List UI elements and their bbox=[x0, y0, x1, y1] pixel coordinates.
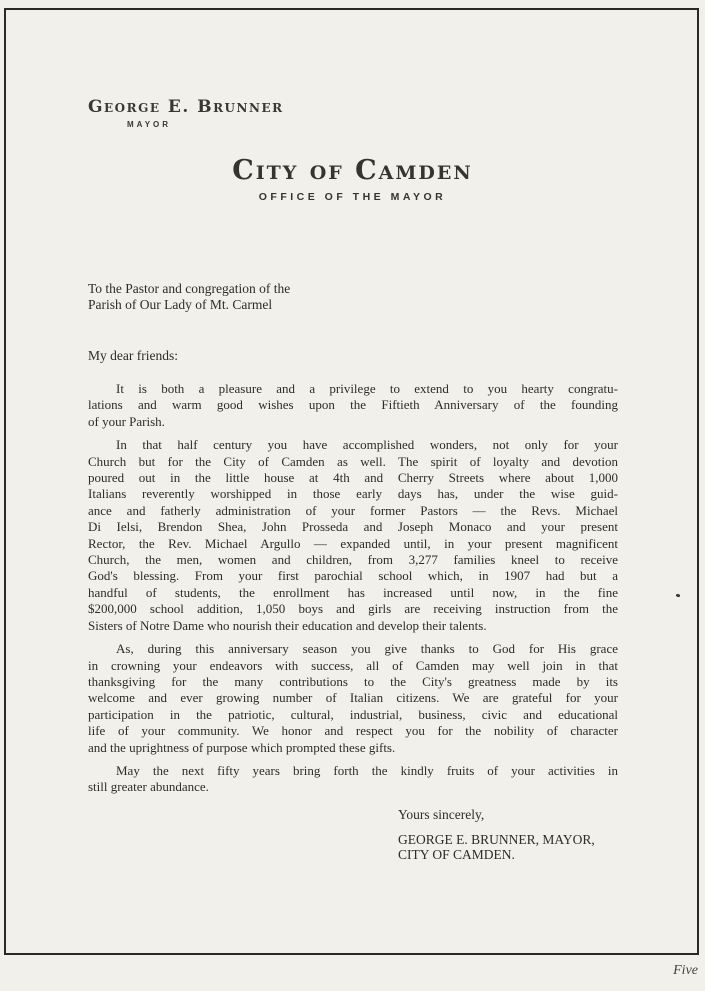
body-line: In that half century you have accomplished wonders, not only for your bbox=[116, 437, 618, 453]
paragraph bbox=[88, 763, 618, 796]
body-line: Church but for the City of Camden as well. The spirit of loyalty and devotion bbox=[88, 453, 618, 469]
body-line: $200,000 school addition, 1,050 boys and girls are receiving instruction from the bbox=[88, 601, 618, 617]
body-line: Di Ielsi, Brendon Shea, John Prosseda and Joseph Monaco and your present bbox=[88, 519, 618, 535]
paragraph bbox=[88, 641, 618, 756]
body-line: Church, the men, women and children, from 3,277 families kneel to receive bbox=[88, 552, 618, 568]
closing-phrase: Yours sincerely, bbox=[398, 806, 485, 822]
letter-body bbox=[88, 381, 618, 863]
body-line: participation in the patriotic, cultural, industrial, business, civic and educational bbox=[88, 706, 618, 722]
salutation: My dear friends: bbox=[88, 348, 178, 363]
page-number: Five bbox=[673, 963, 698, 978]
recipient-line: Parish of Our Lady of Mt. Carmel bbox=[88, 297, 273, 312]
body-line: welcome and ever growing number of Italian citizens. We are grateful for your bbox=[88, 690, 618, 706]
letterhead-sender-title: MAYOR bbox=[127, 120, 172, 129]
body-line: Rector, the Rev. Michael Argullo — expanded until, in your present magnificent bbox=[88, 535, 618, 551]
recipient-line: To the Pastor and congregation of the bbox=[88, 281, 291, 296]
closing-block bbox=[398, 807, 618, 863]
recipient-block bbox=[88, 281, 290, 313]
body-line: May the next fifty years bring forth the kindly fruits of your activities in bbox=[116, 762, 618, 778]
letterhead-sender-name: George E. Brunner bbox=[88, 97, 284, 117]
letterhead-org-name: City of Camden bbox=[232, 155, 473, 186]
body-line: As, during this anniversary season you give thanks to God for His grace bbox=[116, 641, 618, 657]
body-line: life of your community. We honor and respect you for the nobility of character bbox=[88, 723, 618, 739]
body-line: handful of students, the enrollment has increased until now, in the fine bbox=[88, 584, 618, 600]
body-line: God's blessing. From your first parochial school which, in 1907 had but a bbox=[88, 568, 618, 584]
body-line: still greater abundance. bbox=[88, 779, 209, 795]
body-line: thanksgiving for the many contributions to the City's greatness made by its bbox=[88, 673, 618, 689]
paragraph bbox=[88, 437, 618, 634]
body-line: ance and fatherly administration of your former Pastors — the Revs. Michael bbox=[88, 502, 618, 518]
body-line: poured out in the little house at 4th and Cherry Streets where about 1,000 bbox=[88, 470, 618, 486]
body-line: It is both a pleasure and a privilege to extend to you hearty congratu- bbox=[116, 381, 618, 396]
letterhead-org-subtitle: OFFICE OF THE MAYOR bbox=[258, 191, 447, 203]
body-line: of your Parish. bbox=[88, 413, 165, 429]
body-line: Sisters of Notre Dame who nourish their education and develop their talents. bbox=[88, 617, 487, 633]
paragraph bbox=[88, 381, 618, 430]
body-line: in crowning your endeavors with success, all of Camden may well join in that bbox=[88, 657, 618, 673]
body-line: Italians reverently worshipped in those early days has, under the wise guid- bbox=[88, 486, 618, 502]
signature-line: CITY OF CAMDEN. bbox=[398, 847, 515, 863]
signature-line: GEORGE E. BRUNNER, MAYOR, bbox=[398, 831, 595, 847]
body-line: lations and warm good wishes upon the Fiftieth Anniversary of the founding bbox=[88, 397, 618, 413]
body-line: and the uprightness of purpose which prompted these gifts. bbox=[88, 739, 396, 755]
